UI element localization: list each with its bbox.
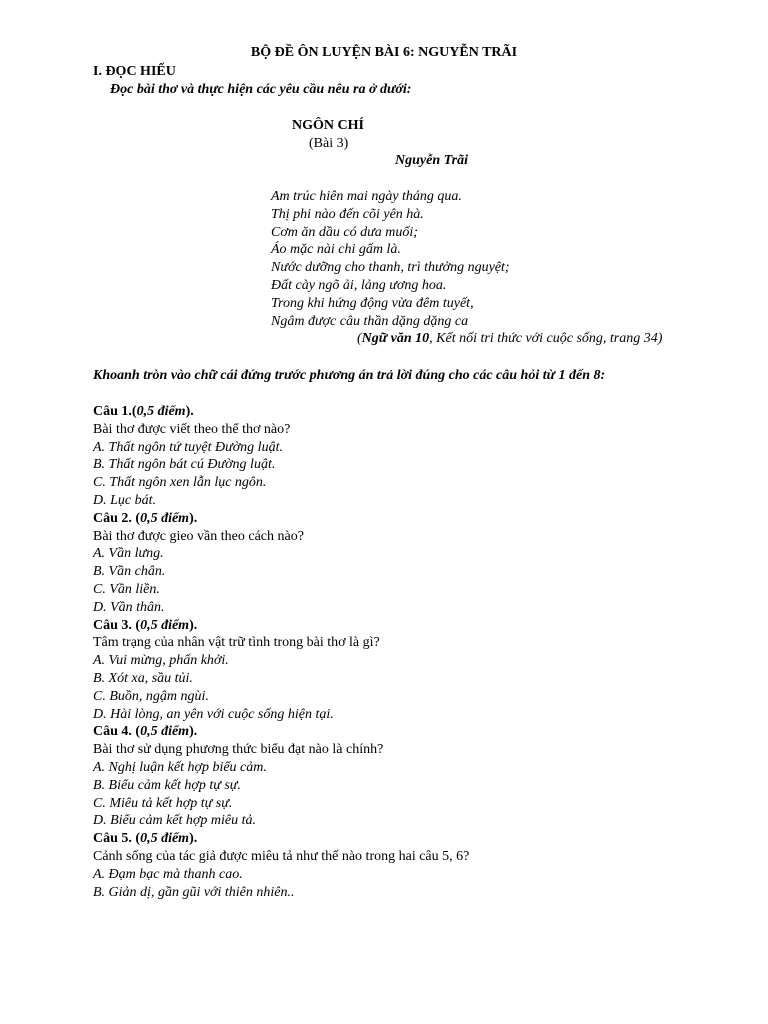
poem-body <box>271 188 510 330</box>
question-points: 0,5 điểm <box>140 617 190 633</box>
answer-option[interactable]: B. Biểu cảm kết hợp tự sự. <box>93 777 241 793</box>
poem-line: Cơm ăn dầu có dưa muối; <box>271 224 418 240</box>
question-heading: Câu 5. (0,5 điểm). <box>93 831 198 847</box>
answer-option[interactable]: C. Buồn, ngậm ngùi. <box>93 688 209 704</box>
poem-subtitle: (Bài 3) <box>309 136 349 151</box>
answer-option[interactable]: A. Vui mừng, phấn khởi. <box>93 653 229 669</box>
answer-option[interactable]: D. Biểu cảm kết hợp miêu tả. <box>93 813 256 829</box>
poem-author: Nguyễn Trãi <box>395 153 468 168</box>
document-title: BỘ ĐỀ ÔN LUYỆN BÀI 6: NGUYỄN TRÃI <box>250 45 518 60</box>
answer-option[interactable]: D. Hài lòng, an yên với cuộc sống hiện tại. <box>93 706 334 722</box>
answer-option[interactable]: C. Miêu tả kết hợp tự sự. <box>93 795 233 811</box>
question-5 <box>93 830 469 901</box>
poem-line: Trong khi hứng động vừa đêm tuyết, <box>271 295 474 311</box>
source-open: ( <box>357 331 362 346</box>
poem-line: Ngâm được câu thần dặng dặng ca <box>271 313 469 329</box>
answer-option[interactable]: C. Thất ngôn xen lẫn lục ngôn. <box>93 475 267 491</box>
reading-instruction: Đọc bài thơ và thực hiện các yêu cầu nêu ra ở dưới: <box>110 82 412 97</box>
poem-line: Nước dưỡng cho thanh, trì thưởng nguyệt; <box>271 260 510 276</box>
answer-option[interactable]: B. Thất ngôn bát cú Đường luật. <box>93 457 276 473</box>
question-points: 0,5 điểm <box>140 510 190 526</box>
question-points: 0,5 điểm <box>140 831 190 847</box>
answer-option[interactable]: B. Vần chân. <box>93 564 166 580</box>
question-points: 0,5 điểm <box>136 404 186 419</box>
poem-line: Am trúc hiên mai ngày tháng qua. <box>271 189 462 204</box>
answer-option[interactable]: D. Lục bát. <box>93 492 156 508</box>
answer-option[interactable]: A. Thất ngôn tứ tuyệt Đường luật. <box>93 439 283 455</box>
answer-option[interactable]: B. Xót xa, sầu tủi. <box>93 670 193 686</box>
question-text: Tâm trạng của nhân vật trữ tình trong bài thơ là gì? <box>93 635 380 651</box>
question-heading: Câu 4. (0,5 điểm). <box>93 724 198 740</box>
question-heading: Câu 2. (0,5 điểm). <box>93 510 198 526</box>
source-book: Ngữ văn 10 <box>361 331 430 346</box>
question-text: Bài thơ sử dụng phương thức biểu đạt nào là chính? <box>93 742 384 758</box>
poem-line: Thị phi nào đến cõi yên hà. <box>271 206 424 222</box>
question-text: Bài thơ được gieo vần theo cách nào? <box>93 528 304 544</box>
poem-line: Áo mặc nài chi gấm là. <box>271 242 401 258</box>
question-text: Bài thơ được viết theo thể thơ nào? <box>93 421 291 437</box>
question-heading: Câu 3. (0,5 điểm). <box>93 617 198 633</box>
answer-option[interactable]: A. Vần lưng. <box>93 546 164 562</box>
question-2 <box>93 510 469 617</box>
section-heading: I. ĐỌC HIỂU <box>93 64 176 79</box>
answer-option[interactable]: C. Vần liền. <box>93 581 160 597</box>
answer-option[interactable]: A. Nghị luận kết hợp biểu cảm. <box>93 759 267 775</box>
poem-line: Đất cày ngõ ải, lảng ương hoa. <box>271 277 447 293</box>
answer-option[interactable]: B. Giản dị, gần gũi với thiên nhiên.. <box>93 884 295 900</box>
question-3 <box>93 617 469 724</box>
poem-title: NGÔN CHÍ <box>292 118 364 133</box>
question-heading: Câu 1.(0,5 điểm). <box>93 404 194 419</box>
question-1 <box>93 403 469 510</box>
question-4 <box>93 723 469 830</box>
answer-option[interactable]: D. Vần thân. <box>93 599 165 615</box>
question-list <box>93 403 469 901</box>
question-points: 0,5 điểm <box>140 724 190 740</box>
source-rest: , Kết nối tri thức với cuộc sống, trang 34) <box>429 331 663 346</box>
question-text: Cảnh sống của tác giả được miêu tả như thế nào trong hai câu 5, 6? <box>93 848 470 864</box>
poem-source <box>357 331 662 347</box>
multiple-choice-instruction: Khoanh tròn vào chữ cái đứng trước phương án trả lời đúng cho các câu hỏi từ 1 đến 8: <box>93 368 606 383</box>
answer-option[interactable]: A. Đạm bạc mà thanh cao. <box>93 866 243 882</box>
